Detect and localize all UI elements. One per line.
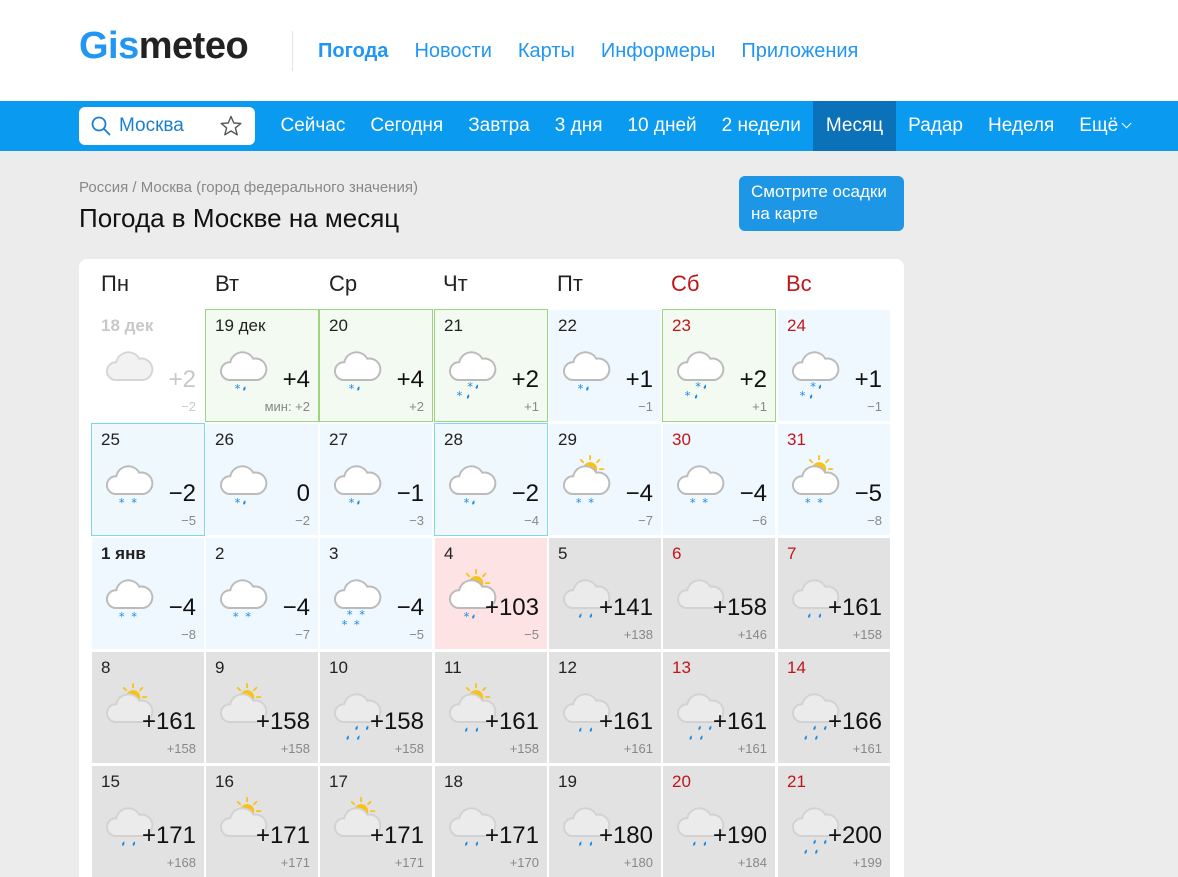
header-divider bbox=[292, 31, 293, 71]
day-date: 28 bbox=[444, 430, 463, 449]
min-temperature: мин: +2 bbox=[264, 399, 310, 414]
cloud-drizzle-icon bbox=[555, 341, 611, 403]
day-cell[interactable] bbox=[777, 651, 891, 764]
day-date: 17 bbox=[329, 772, 348, 791]
svg-text:*: * bbox=[234, 381, 241, 396]
max-temperature: −4 bbox=[168, 594, 196, 621]
svg-text:*: * bbox=[799, 388, 806, 403]
svg-text:*: * bbox=[245, 609, 252, 624]
day-cell[interactable] bbox=[91, 765, 205, 877]
cloud-rain-snow-icon bbox=[441, 341, 497, 403]
day-date: 21 bbox=[444, 316, 463, 335]
max-temperature: +2 bbox=[511, 366, 539, 393]
day-cell[interactable] bbox=[777, 309, 891, 422]
min-temperature: +184 bbox=[737, 855, 767, 870]
svg-text:*: * bbox=[359, 607, 366, 622]
sun-cloud-snow-icon bbox=[784, 455, 840, 517]
day-cell[interactable] bbox=[434, 309, 548, 422]
day-date: 5 bbox=[558, 544, 568, 563]
weekday-header: Чт bbox=[443, 271, 468, 296]
forecast-period-tabs bbox=[268, 101, 1143, 151]
day-date: 24 bbox=[787, 316, 806, 335]
max-temperature: +103 bbox=[484, 594, 539, 621]
day-date: 19 bbox=[558, 772, 577, 791]
nav-news[interactable]: Новости bbox=[414, 40, 492, 62]
day-date: 11 bbox=[444, 658, 462, 677]
day-cell[interactable] bbox=[205, 423, 319, 536]
search-icon bbox=[91, 116, 111, 136]
day-cell[interactable] bbox=[91, 309, 205, 422]
tab-month[interactable]: Месяц bbox=[813, 101, 895, 151]
svg-text:*: * bbox=[346, 607, 353, 622]
min-temperature: +1 bbox=[524, 399, 539, 414]
max-temperature: +4 bbox=[282, 366, 310, 393]
svg-text:*: * bbox=[689, 495, 696, 510]
day-date: 27 bbox=[329, 430, 348, 449]
day-cell[interactable] bbox=[205, 765, 319, 877]
cloud-snow-icon bbox=[669, 455, 725, 517]
min-temperature: −7 bbox=[295, 627, 310, 642]
logo-text-gis: Gis bbox=[79, 25, 139, 67]
day-cell[interactable] bbox=[434, 651, 548, 764]
nav-informers[interactable]: Информеры bbox=[600, 40, 716, 62]
breadcrumb bbox=[79, 179, 418, 196]
day-date: 15 bbox=[101, 772, 120, 791]
precipitation-map-button[interactable]: Смотрите осадки на карте bbox=[739, 176, 904, 231]
day-date: 1 янв bbox=[101, 544, 146, 563]
svg-text:*: * bbox=[695, 379, 701, 394]
svg-text:*: * bbox=[348, 381, 355, 396]
tab-more[interactable] bbox=[1067, 101, 1143, 151]
max-temperature: +2 bbox=[739, 366, 767, 393]
breadcrumb-separator: / bbox=[128, 179, 141, 196]
page-title: Погода в Москве на месяц bbox=[79, 203, 400, 233]
day-cell[interactable] bbox=[434, 765, 548, 877]
day-cell[interactable] bbox=[777, 537, 891, 650]
svg-text:*: * bbox=[232, 609, 239, 624]
min-temperature: −2 bbox=[181, 399, 196, 414]
day-cell[interactable] bbox=[205, 309, 319, 422]
logo-text-meteo: meteo bbox=[138, 25, 249, 67]
nav-weather[interactable]: Погода bbox=[318, 40, 389, 62]
max-temperature: +4 bbox=[396, 366, 424, 393]
svg-text:*: * bbox=[131, 495, 138, 510]
svg-text:*: * bbox=[348, 495, 355, 510]
weekday-header: Сб bbox=[671, 271, 700, 296]
tab-now[interactable]: Сейчас bbox=[280, 115, 346, 136]
day-cell[interactable] bbox=[548, 537, 662, 650]
min-temperature: −7 bbox=[638, 513, 653, 528]
min-temperature: +171 bbox=[394, 855, 424, 870]
forecast-navbar bbox=[0, 101, 1178, 151]
favorite-star-icon[interactable] bbox=[219, 114, 243, 138]
sun-cloud-snow-icon bbox=[555, 455, 611, 517]
search-value: Москва bbox=[119, 115, 184, 136]
max-temperature: +171 bbox=[141, 822, 196, 849]
svg-text:*: * bbox=[456, 388, 463, 403]
tab-week[interactable]: Неделя bbox=[988, 115, 1055, 136]
min-temperature: −8 bbox=[181, 627, 196, 642]
min-temperature: −1 bbox=[867, 399, 882, 414]
tab-today[interactable]: Сегодня bbox=[370, 115, 444, 136]
day-cell[interactable] bbox=[319, 651, 433, 764]
day-date: 2 bbox=[215, 544, 225, 563]
day-cell[interactable] bbox=[548, 423, 662, 536]
max-temperature: +161 bbox=[484, 708, 539, 735]
max-temperature: +171 bbox=[255, 822, 310, 849]
weekday-header: Вт bbox=[215, 271, 240, 296]
max-temperature: +141 bbox=[598, 594, 653, 621]
min-temperature: +180 bbox=[623, 855, 653, 870]
svg-text:*: * bbox=[463, 495, 470, 510]
day-date: 20 bbox=[672, 772, 691, 791]
min-temperature: +158 bbox=[280, 741, 310, 756]
min-temperature: −5 bbox=[524, 627, 539, 642]
max-temperature: −2 bbox=[511, 480, 539, 507]
day-date: 14 bbox=[787, 658, 806, 677]
max-temperature: +161 bbox=[141, 708, 196, 735]
svg-text:*: * bbox=[354, 617, 360, 631]
tab-2-weeks[interactable]: 2 недели bbox=[721, 115, 801, 136]
day-cell[interactable] bbox=[662, 651, 776, 764]
day-date: 4 bbox=[444, 544, 454, 563]
day-date: 30 bbox=[672, 430, 691, 449]
svg-text:*: * bbox=[684, 388, 691, 403]
max-temperature: +1 bbox=[625, 366, 653, 393]
weekday-header: Ср bbox=[329, 271, 358, 296]
min-temperature: −8 bbox=[867, 513, 882, 528]
svg-text:*: * bbox=[118, 495, 125, 510]
nav-maps[interactable]: Карты bbox=[517, 40, 575, 62]
tab-radar[interactable]: Радар bbox=[908, 115, 963, 136]
cloud-snow-icon bbox=[212, 569, 268, 631]
min-temperature: +158 bbox=[509, 741, 539, 756]
svg-text:*: * bbox=[118, 609, 125, 624]
day-cell[interactable] bbox=[548, 651, 662, 764]
cloud-past-icon bbox=[98, 341, 154, 403]
svg-text:*: * bbox=[463, 609, 470, 624]
svg-text:*: * bbox=[234, 495, 241, 510]
max-temperature: +171 bbox=[484, 822, 539, 849]
min-temperature: +1 bbox=[752, 399, 767, 414]
min-temperature: +146 bbox=[737, 627, 767, 642]
min-temperature: −1 bbox=[638, 399, 653, 414]
day-cell[interactable] bbox=[319, 423, 433, 536]
weekday-header: Вс bbox=[786, 271, 812, 296]
main-nav bbox=[318, 39, 858, 63]
day-date: 23 bbox=[672, 316, 691, 335]
max-temperature: 0 bbox=[296, 480, 310, 507]
svg-text:*: * bbox=[341, 617, 348, 631]
day-cell[interactable] bbox=[91, 537, 205, 650]
min-temperature: +168 bbox=[166, 855, 196, 870]
cloud-drizzle-icon bbox=[441, 455, 497, 517]
day-cell[interactable] bbox=[777, 765, 891, 877]
cloud-drizzle-icon bbox=[212, 341, 268, 403]
day-cell[interactable] bbox=[319, 537, 433, 650]
day-date: 16 bbox=[215, 772, 234, 791]
min-temperature: +161 bbox=[623, 741, 653, 756]
max-temperature: +161 bbox=[598, 708, 653, 735]
min-temperature: +161 bbox=[852, 741, 882, 756]
max-temperature: +166 bbox=[827, 708, 882, 735]
svg-text:*: * bbox=[804, 495, 811, 510]
day-date: 19 дек bbox=[215, 316, 266, 335]
chevron-down-icon bbox=[1122, 119, 1132, 129]
day-date: 25 bbox=[101, 430, 120, 449]
min-temperature: +170 bbox=[509, 855, 539, 870]
breadcrumb-city[interactable]: Москва (город федерального значения) bbox=[140, 179, 418, 196]
cloud-snow-icon bbox=[98, 455, 154, 517]
day-cell[interactable] bbox=[205, 537, 319, 650]
day-cell[interactable] bbox=[662, 309, 776, 422]
min-temperature: −5 bbox=[409, 627, 424, 642]
gismeteo-logo[interactable] bbox=[79, 26, 248, 66]
day-date: 10 bbox=[329, 658, 348, 677]
day-date: 20 bbox=[329, 316, 348, 335]
day-cell[interactable] bbox=[91, 651, 205, 764]
max-temperature: +200 bbox=[827, 822, 882, 849]
svg-text:*: * bbox=[131, 609, 138, 624]
max-temperature: −4 bbox=[739, 480, 767, 507]
svg-text:*: * bbox=[575, 495, 582, 510]
max-temperature: +171 bbox=[369, 822, 424, 849]
min-temperature: +158 bbox=[166, 741, 196, 756]
svg-text:*: * bbox=[702, 495, 709, 510]
cloud-drizzle-icon bbox=[212, 455, 268, 517]
day-date: 18 дек bbox=[101, 316, 154, 335]
city-search-input[interactable] bbox=[79, 107, 255, 145]
max-temperature: +161 bbox=[827, 594, 882, 621]
min-temperature: +199 bbox=[852, 855, 882, 870]
cloud-rain-snow-icon bbox=[669, 341, 725, 403]
breadcrumb-country[interactable]: Россия bbox=[79, 179, 129, 196]
max-temperature: −4 bbox=[625, 480, 653, 507]
max-temperature: −2 bbox=[168, 480, 196, 507]
cloud-snow-icon bbox=[98, 569, 154, 631]
max-temperature: +158 bbox=[255, 708, 310, 735]
max-temperature: +1 bbox=[854, 366, 882, 393]
day-date: 9 bbox=[215, 658, 225, 677]
day-cell[interactable] bbox=[548, 765, 662, 877]
day-cell[interactable] bbox=[319, 765, 433, 877]
max-temperature: −1 bbox=[396, 480, 424, 507]
day-cell[interactable] bbox=[662, 537, 776, 650]
min-temperature: −6 bbox=[752, 513, 767, 528]
tab-tomorrow[interactable]: Завтра bbox=[468, 115, 530, 136]
min-temperature: −4 bbox=[524, 513, 539, 528]
weekday-header: Пт bbox=[557, 271, 583, 296]
weekday-header: Пн bbox=[101, 271, 129, 296]
svg-text:*: * bbox=[810, 379, 816, 394]
day-date: 31 bbox=[787, 430, 806, 449]
tab-more-label: Ещё bbox=[1079, 115, 1119, 136]
cloud-drizzle-icon bbox=[326, 341, 382, 403]
max-temperature: +161 bbox=[712, 708, 767, 735]
day-date: 21 bbox=[787, 772, 806, 791]
day-date: 22 bbox=[558, 316, 577, 335]
tab-10-days[interactable]: 10 дней bbox=[627, 115, 697, 136]
min-temperature: +161 bbox=[737, 741, 767, 756]
tab-3-days[interactable]: 3 дня bbox=[554, 115, 603, 136]
nav-apps[interactable]: Приложения bbox=[741, 40, 859, 62]
day-cell[interactable] bbox=[205, 651, 319, 764]
min-temperature: −3 bbox=[409, 513, 424, 528]
day-cell[interactable] bbox=[434, 537, 548, 650]
cloud-heavy-snow-icon bbox=[326, 569, 382, 631]
cloud-rain-snow-icon bbox=[784, 341, 840, 403]
max-temperature: +158 bbox=[369, 708, 424, 735]
day-date: 29 bbox=[558, 430, 577, 449]
day-date: 18 bbox=[444, 772, 463, 791]
day-date: 7 bbox=[787, 544, 797, 563]
max-temperature: −4 bbox=[396, 594, 424, 621]
min-temperature: +171 bbox=[280, 855, 310, 870]
day-cell[interactable] bbox=[662, 765, 776, 877]
day-cell[interactable] bbox=[777, 423, 891, 536]
day-cell[interactable] bbox=[91, 423, 205, 536]
min-temperature: +158 bbox=[852, 627, 882, 642]
day-date: 8 bbox=[101, 658, 111, 677]
min-temperature: +158 bbox=[394, 741, 424, 756]
max-temperature: −5 bbox=[854, 480, 882, 507]
max-temperature: +2 bbox=[168, 366, 196, 393]
svg-text:*: * bbox=[577, 381, 584, 396]
svg-text:*: * bbox=[588, 495, 595, 510]
day-cell[interactable] bbox=[662, 423, 776, 536]
day-date: 13 bbox=[672, 658, 691, 677]
svg-text:*: * bbox=[817, 495, 824, 510]
day-cell[interactable] bbox=[434, 423, 548, 536]
day-date: 12 bbox=[558, 658, 577, 677]
max-temperature: +158 bbox=[712, 594, 767, 621]
day-date: 26 bbox=[215, 430, 234, 449]
cloud-drizzle-icon bbox=[326, 455, 382, 517]
day-date: 6 bbox=[672, 544, 682, 563]
max-temperature: +180 bbox=[598, 822, 653, 849]
svg-text:*: * bbox=[467, 379, 473, 394]
month-calendar bbox=[79, 259, 904, 877]
day-cell[interactable] bbox=[548, 309, 662, 422]
day-cell[interactable] bbox=[319, 309, 433, 422]
min-temperature: −2 bbox=[295, 513, 310, 528]
top-header bbox=[0, 0, 1178, 101]
day-date: 3 bbox=[329, 544, 339, 563]
min-temperature: +138 bbox=[623, 627, 653, 642]
max-temperature: +190 bbox=[712, 822, 767, 849]
max-temperature: −4 bbox=[282, 594, 310, 621]
min-temperature: −5 bbox=[181, 513, 196, 528]
min-temperature: +2 bbox=[409, 399, 424, 414]
